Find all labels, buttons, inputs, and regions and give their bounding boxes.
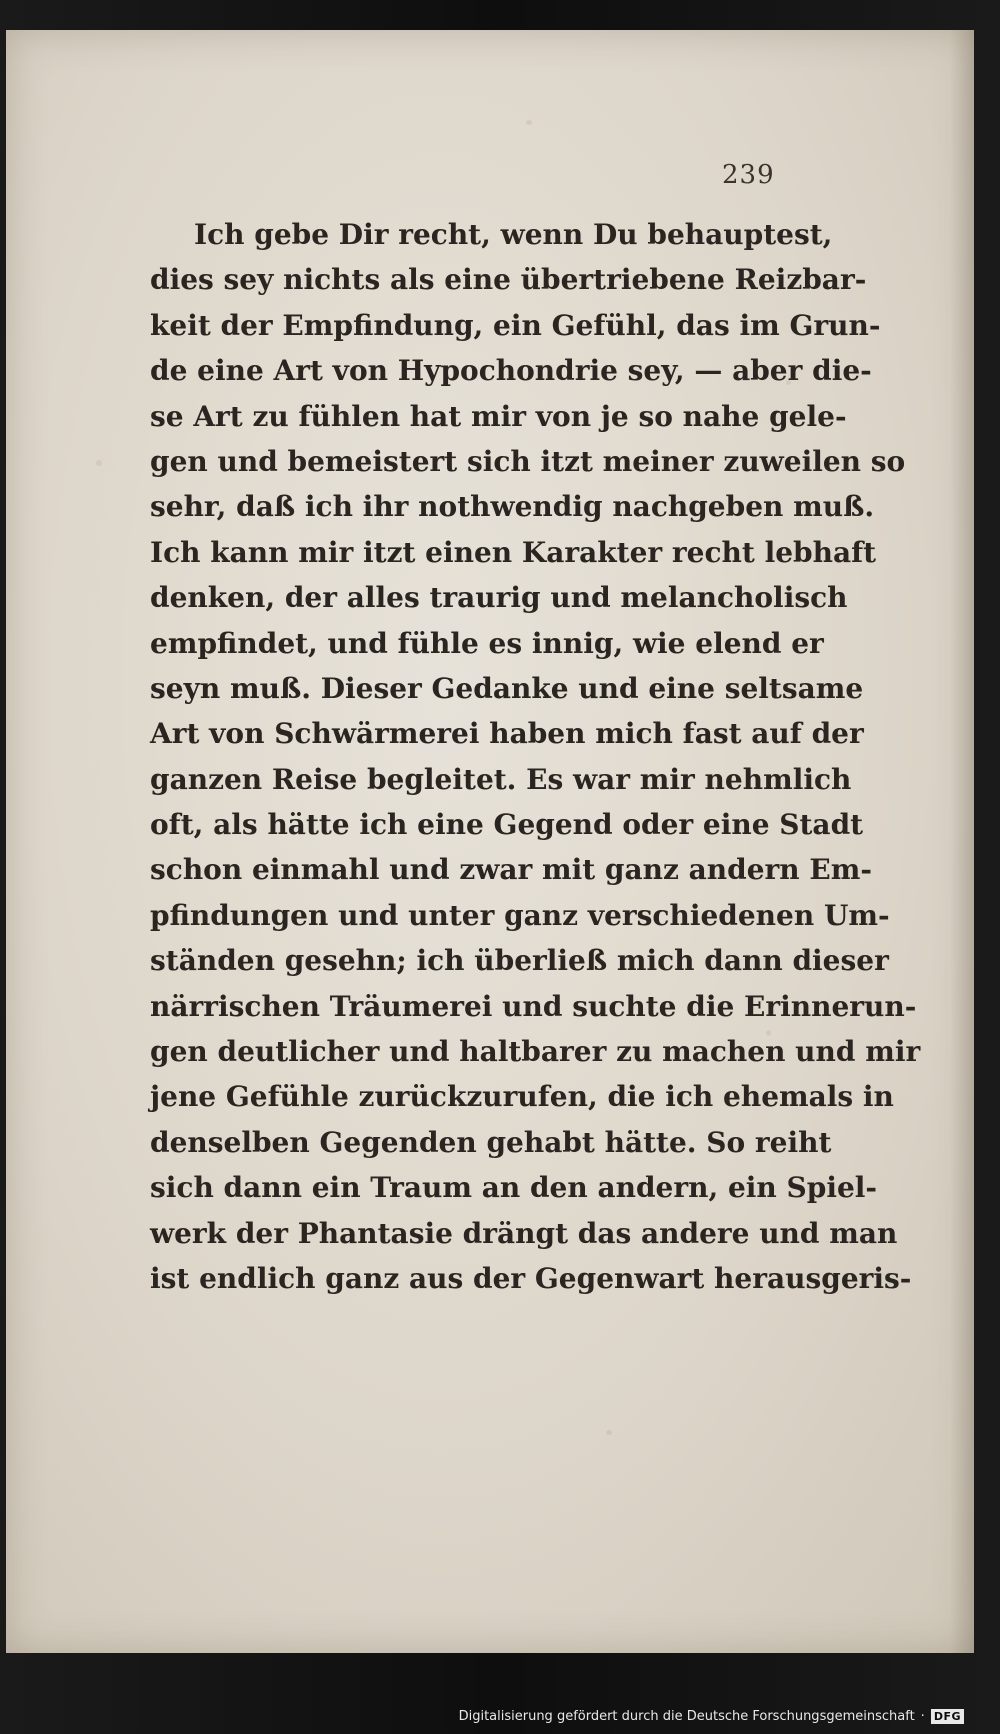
separator-dot: ·: [920, 1709, 925, 1724]
text-line: gen und bemeistert sich itzt meiner zuweilen so: [150, 444, 906, 478]
text-line: oft, als hätte ich eine Gegend oder eine Stadt: [150, 808, 864, 842]
text-line: ständen gesehn; ich überließ mich dann dieser: [150, 944, 889, 978]
text-line: jene Gefühle zurückzurufen, die ich ehemals in: [150, 1080, 894, 1114]
text-line: denken, der alles traurig und melancholisch: [150, 581, 848, 615]
text-line: denselben Gegenden gehabt hätte. So reiht: [150, 1125, 832, 1159]
text-line: Ich gebe Dir recht, wenn Du behauptest,: [194, 218, 833, 251]
text-line: schon einmahl und zwar mit ganz andern Em-: [150, 853, 872, 887]
text-line: pfindungen und unter ganz verschiedenen Um-: [150, 898, 890, 932]
text-line: sehr, daß ich ihr nothwendig nachgeben muß.: [150, 490, 875, 524]
paper-stain: [526, 120, 532, 125]
paper-stain: [606, 1430, 612, 1435]
text-line: sich dann ein Traum an den andern, ein Spiel-: [150, 1171, 878, 1205]
text-line: de eine Art von Hypochondrie sey, — aber die-: [150, 354, 872, 388]
text-line: Art von Schwärmerei haben mich fast auf der: [150, 717, 864, 751]
text-line: Ich kann mir itzt einen Karakter recht lebhaft: [150, 535, 877, 569]
dfg-logo: DFG: [931, 1709, 964, 1724]
paper-stain: [96, 460, 102, 466]
text-line: keit der Empfindung, ein Gefühl, das im Grun-: [150, 308, 881, 342]
text-line: gen deutlicher und haltbarer zu machen und mir: [150, 1035, 921, 1069]
text-line: ganzen Reise begleitet. Es war mir nehmlich: [150, 762, 852, 796]
text-line: dies sey nichts als eine übertriebene Reizbar-: [150, 263, 867, 297]
text-line: närrischen Träumerei und suchte die Erinnerun-: [150, 989, 917, 1023]
text-line: seyn muß. Dieser Gedanke und eine seltsame: [150, 671, 864, 705]
text-line: se Art zu fühlen hat mir von je so nahe gele-: [150, 399, 847, 433]
text-line: ist endlich ganz aus der Gegenwart herausgeris-: [150, 1261, 912, 1295]
text-line: werk der Phantasie drängt das andere und man: [150, 1216, 898, 1250]
text-line: empfindet, und fühle es innig, wie elend er: [150, 626, 824, 660]
digitization-credit: [459, 1709, 964, 1724]
body-text: [150, 212, 921, 1301]
page-number: 239: [722, 160, 775, 190]
credit-text: Digitalisierung gefördert durch die Deutsche Forschungsgemeinschaft: [458, 1709, 915, 1724]
